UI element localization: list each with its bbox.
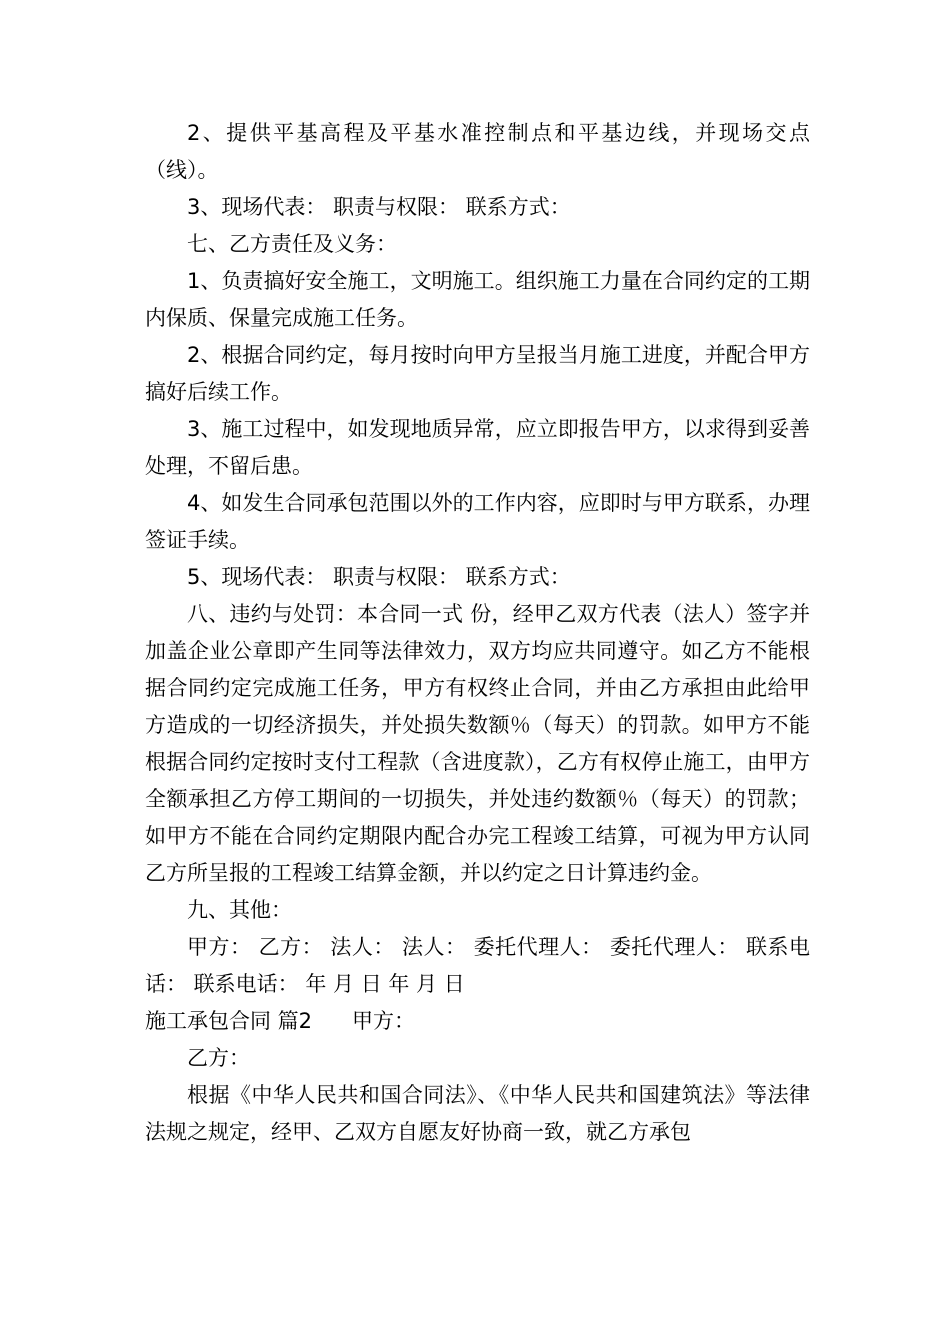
paragraph-site-rep-party-b: 5、现场代表： 职责与权限： 联系方式： — [187, 565, 571, 589]
paragraph-site-rep-party-a: 3、现场代表： 职责与权限： 联系方式： — [187, 195, 571, 219]
section-heading-party-b-duties: 七、乙方责任及义务： — [187, 232, 397, 256]
paragraph-legal-basis: 根据《中华人民共和国合同法》、《中华人民共和国建筑法》等法律法规之规定，经甲、乙双方自愿友好协商一致，就乙方承包 — [145, 1083, 810, 1144]
contract-section-heading — [145, 1003, 810, 1040]
heading-party-a: 甲方： — [352, 1009, 416, 1033]
contract-title: 施工承包合同 篇2 — [145, 1009, 313, 1033]
paragraph-safety-construction: 1、负责搞好安全施工，文明施工。组织施工力量在合同约定的工期内保质、保量完成施工任务。 — [145, 269, 810, 330]
paragraph-geology-report: 3、施工过程中，如发现地质异常，应立即报告甲方，以求得到妥善处理，不留后患。 — [145, 417, 810, 478]
paragraph-extra-work: 4、如发生合同承包范围以外的工作内容，应即时与甲方联系，办理签证手续。 — [145, 491, 810, 552]
document-page — [145, 115, 810, 1151]
paragraph-signatures: 甲方： 乙方： 法人： 法人： 委托代理人： 委托代理人： 联系电话： 联系电话： 年 月 日 年 月 日 — [145, 935, 810, 996]
section-heading-other: 九、其他： — [187, 898, 292, 922]
paragraph-party-b-label: 乙方： — [187, 1046, 250, 1070]
paragraph-provide-elevation: 2、提供平基高程及平基水准控制点和平基边线，并现场交点（线）。 — [145, 121, 810, 182]
paragraph-monthly-progress: 2、根据合同约定，每月按时向甲方呈报当月施工进度，并配合甲方搞好后续工作。 — [145, 343, 810, 404]
paragraph-breach-penalty: 八、违约与处罚：本合同一式 份，经甲乙双方代表（法人）签字并加盖企业公章即产生同等法律效力，双方均应共同遵守。如乙方不能根据合同约定完成施工任务，甲方有权终止合同，并由乙方承担由此给甲方造成的一切经济损失，并处损失数额％（每天）的罚款。如甲方不能根据合同约定按时支付工程款（含进度款），乙方有权停止施工，由甲方全额承担乙方停工期间的一切损失，并处违约数额％（每天）的罚款；如甲方不能在合同约定期限内配合办完工程竣工结算，可视为甲方认同乙方所呈报的工程竣工结算金额，并以约定之日计算违约金。 — [145, 602, 810, 885]
